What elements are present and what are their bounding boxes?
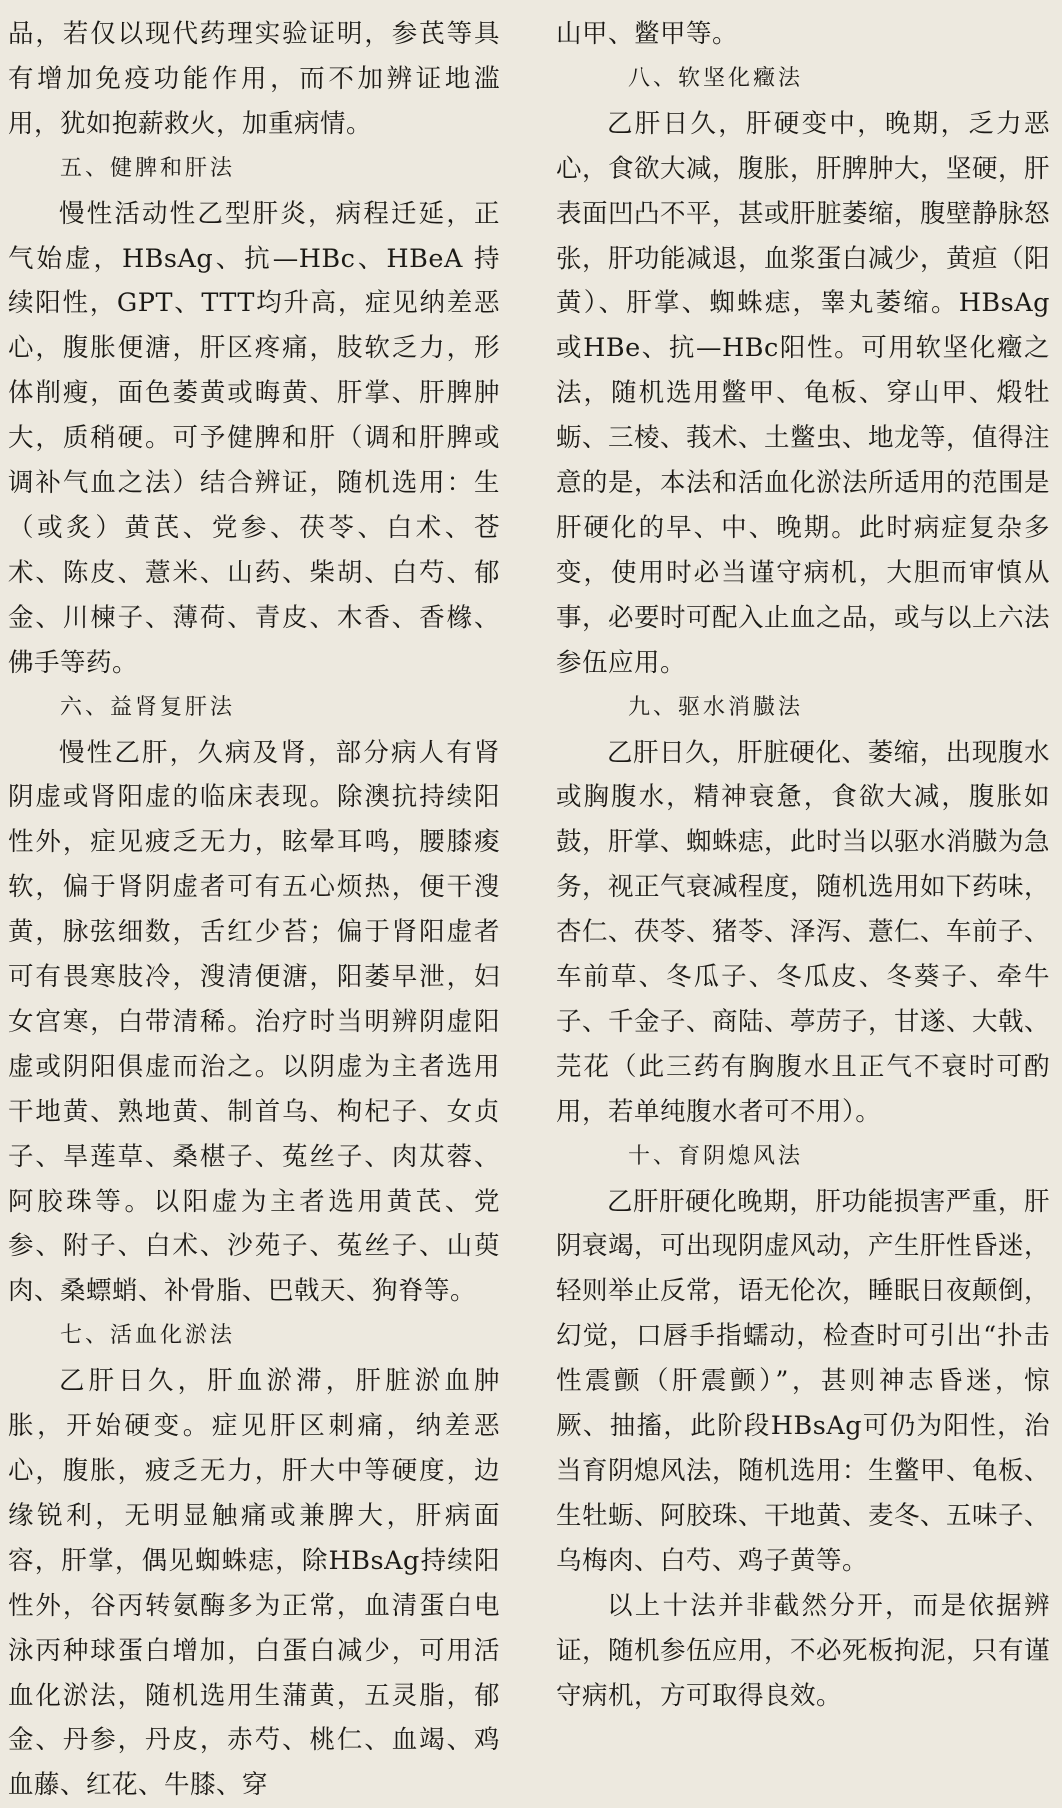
section-heading-7: 七、活血化淤法 [60,1323,236,1349]
section-body-7: 乙肝日久，肝血淤滞，肝脏淤血肿胀，开始硬变。症见肝区刺痛，纳差恶心，腹胀，疲乏无力，肝大中等硬度，边缘锐利，无明显触痛或兼脾大，肝病面容，肝掌，偶见蜘蛛痣，除HBsAg持续阳性外，谷丙转氨酶多为正常，血清蛋白电泳丙种球蛋白增加，白蛋白减少，可用活血化淤法，随机选用生蒲黄，五灵脂，郁金、丹参，丹皮，赤芍、桃仁、血竭、鸡血藤、红花、牛膝、穿 [8,1366,500,1801]
section-heading-9: 九、驱水消臌法 [628,694,804,720]
paragraph-continuation-right: 山甲、鳖甲等。 [556,19,739,49]
section-heading-10: 十、育阴熄风法 [628,1143,804,1169]
concluding-paragraph: 以上十法并非截然分开，而是依据辨证，随机参伍应用，不必死板拘泥，只有谨守病机，方可取得良效。 [556,1590,1051,1711]
section-body-10: 乙肝肝硬化晚期，肝功能损害严重，肝阴衰竭，可出现阴虚风动，产生肝性昏迷，轻则举止反常，语无伦次，睡眠日夜颠倒，幻觉，口唇手指蠕动，检查时可引出“扑击性震颤（肝震颤）”，甚则神志昏迷，惊厥、抽搐，此阶段HBsAg可仍为阳性，治当育阴熄风法，随机选用：生鳖甲、龟板、生牡蛎、阿胶珠、干地黄、麦冬、五味子、乌梅肉、白芍、鸡子黄等。 [556,1186,1051,1576]
left-column [8,12,500,1808]
section-body-8: 乙肝日久，肝硬变中，晚期，乏力恶心，食欲大减，腹胀，肝脾肿大，坚硬，肝表面凹凸不平，甚或肝脏萎缩，腹壁静脉怒张，肝功能减退，血浆蛋白减少，黄疸（阳黄）、肝掌、蜘蛛痣，睾丸萎缩。HBsAg或HBe、抗—HBc阳性。可用软坚化癥之法，随机选用鳖甲、龟板、穿山甲、煅牡蛎、三棱、莪术、土鳖虫、地龙等，值得注意的是，本法和活血化淤法所适用的范围是肝硬化的早、中、晚期。此时病症复杂多变，使用时必当谨守病机，大胆而审慎从事，必要时可配入止血之品，或与以上六法参伍应用。 [556,108,1051,678]
section-heading-5: 五、健脾和肝法 [60,155,236,181]
section-body-9: 乙肝日久，肝脏硬化、萎缩，出现腹水或胸腹水，精神衰惫，食欲大减，腹胀如鼓，肝掌、蜘蛛痣，此时当以驱水消臌为急务，视正气衰减程度，随机选用如下药味，杏仁、茯苓、猪苓、泽泻、薏仁、车前子、车前草、冬瓜子、冬瓜皮、冬葵子、牵牛子、千金子、商陆、葶苈子，甘遂、大戟、芫花（此三药有胸腹水且正气不衰时可酌用，若单纯腹水者可不用）。 [556,737,1051,1127]
section-heading-6: 六、益肾复肝法 [60,694,236,720]
section-heading-8: 八、软坚化癥法 [628,65,804,91]
section-body-5: 慢性活动性乙型肝炎，病程迁延，正气始虚，HBsAg、抗—HBc、HBeA 持续阳性，GPT、TTT均升高，症见纳差恶心，腹胀便溏，肝区疼痛，肢软乏力，形体削瘦，面色萎黄或晦黄、肝掌、肝脾肿大，质稍硬。可予健脾和肝（调和肝脾或调补气血之法）结合辨证，随机选用：生（或炙）黄芪、党参、茯苓、白术、苍术、陈皮、薏米、山药、柴胡、白芍、郁金、川楝子、薄荷、青皮、木香、香橼、佛手等药。 [8,198,500,678]
section-body-6: 慢性乙肝，久病及肾，部分病人有肾阴虚或肾阳虚的临床表现。除澳抗持续阳性外，症见疲乏无力，眩晕耳鸣，腰膝痠软，偏于肾阴虚者可有五心烦热，便干溲黄，脉弦细数，舌红少苔；偏于肾阳虚者可有畏寒肢冷，溲清便溏，阳萎早泄，妇女宫寒，白带清稀。治疗时当明辨阴虚阳虚或阴阳俱虚而治之。以阴虚为主者选用干地黄、熟地黄、制首乌、枸杞子、女贞子、旱莲草、桑椹子、菟丝子、肉苁蓉、阿胶珠等。以阳虚为主者选用黄芪、党参、附子、白术、沙苑子、菟丝子、山萸肉、桑螵蛸、补骨脂、巴戟天、狗脊等。 [8,737,500,1307]
paragraph-continuation: 品，若仅以现代药理实验证明，参芪等具有增加免疫功能作用，而不加辨证地滥用，犹如抱薪救火，加重病情。 [8,19,500,139]
right-column [556,12,1050,1718]
